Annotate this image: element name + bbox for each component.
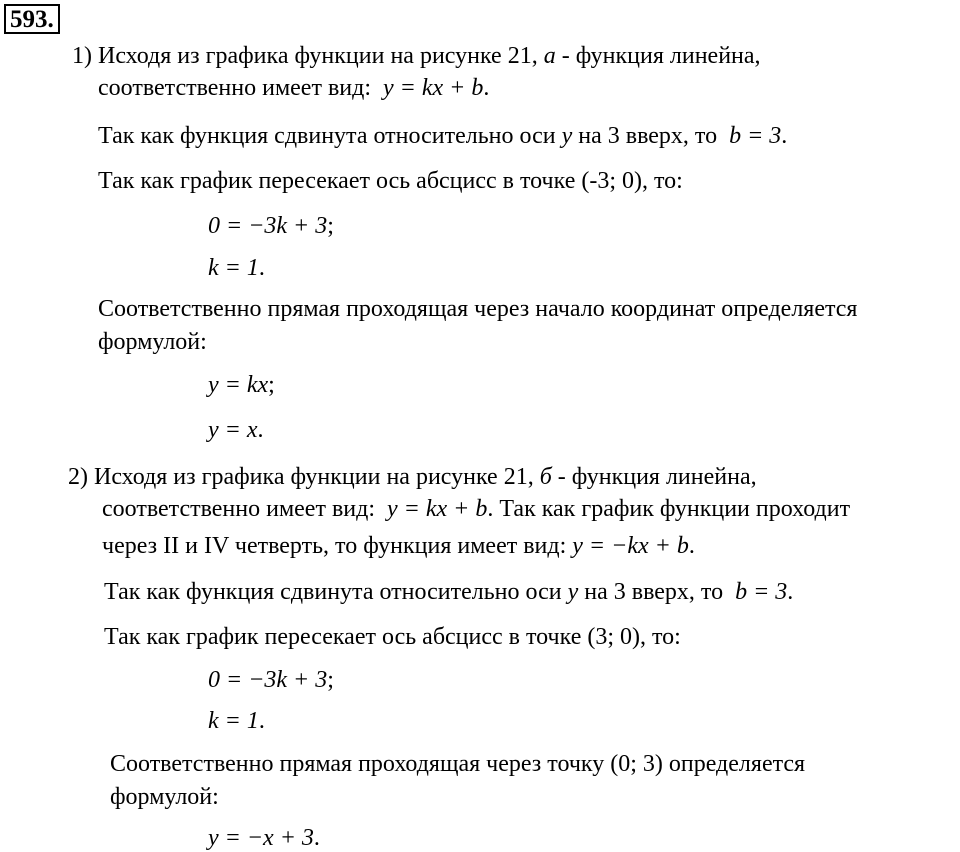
part2-intersect-line: Так как график пересекает ось абсцисс в точке (3; 0), то:: [104, 624, 681, 650]
figure-label-b: б: [539, 464, 552, 490]
b-value-formula: b = 3: [729, 123, 782, 149]
problem-number: 593.: [4, 4, 60, 34]
part1-equation-1: 0 = −3k + 3;: [208, 213, 334, 239]
negative-slope-formula: y = −kx + b: [572, 533, 689, 559]
linear-formula: y = kx + b: [383, 75, 484, 101]
part1-form-line: соответственно имеет вид: y = kx + b.: [98, 75, 490, 101]
part1-result-2: y = x.: [208, 417, 264, 443]
part2-equation-1: 0 = −3k + 3;: [208, 667, 334, 693]
part2-form-line: соответственно имеет вид: y = kx + b. Так как график функции проходит: [102, 496, 851, 522]
part2-equation-2: k = 1.: [208, 708, 265, 734]
part2-result: y = −x + 3.: [208, 825, 320, 851]
part1-intersect-line: Так как график пересекает ось абсцисс в точке (-3; 0), то:: [98, 168, 683, 194]
part2-conclusion-line-2: формулой:: [110, 784, 219, 810]
b-value-formula: b = 3: [735, 579, 788, 605]
part2-quadrant-line: через II и IV четверть, то функция имеет вид: y = −kx + b.: [102, 533, 695, 559]
part2-shift-line: Так как функция сдвинута относительно оси y на 3 вверх, то b = 3.: [104, 579, 794, 605]
part2-intro-line: 2) Исходя из графика функции на рисунке 21, б - функция линейна,: [68, 464, 757, 490]
part1-conclusion-line-2: формулой:: [98, 329, 207, 355]
part1-shift-line: Так как функция сдвинута относительно оси y на 3 вверх, то b = 3.: [98, 123, 788, 149]
part1-intro-line: 1) Исходя из графика функции на рисунке 21, а - функция линейна,: [72, 43, 761, 69]
part2-conclusion-line: Соответственно прямая проходящая через точку (0; 3) определяется: [110, 751, 806, 777]
linear-formula: y = kx + b: [387, 496, 488, 522]
part1-conclusion-line: Соответственно прямая проходящая через начало координат определяется: [98, 296, 858, 322]
part1-equation-2: k = 1.: [208, 255, 265, 281]
part1-result-1: y = kx;: [208, 372, 275, 398]
figure-label-a: а: [543, 43, 556, 69]
